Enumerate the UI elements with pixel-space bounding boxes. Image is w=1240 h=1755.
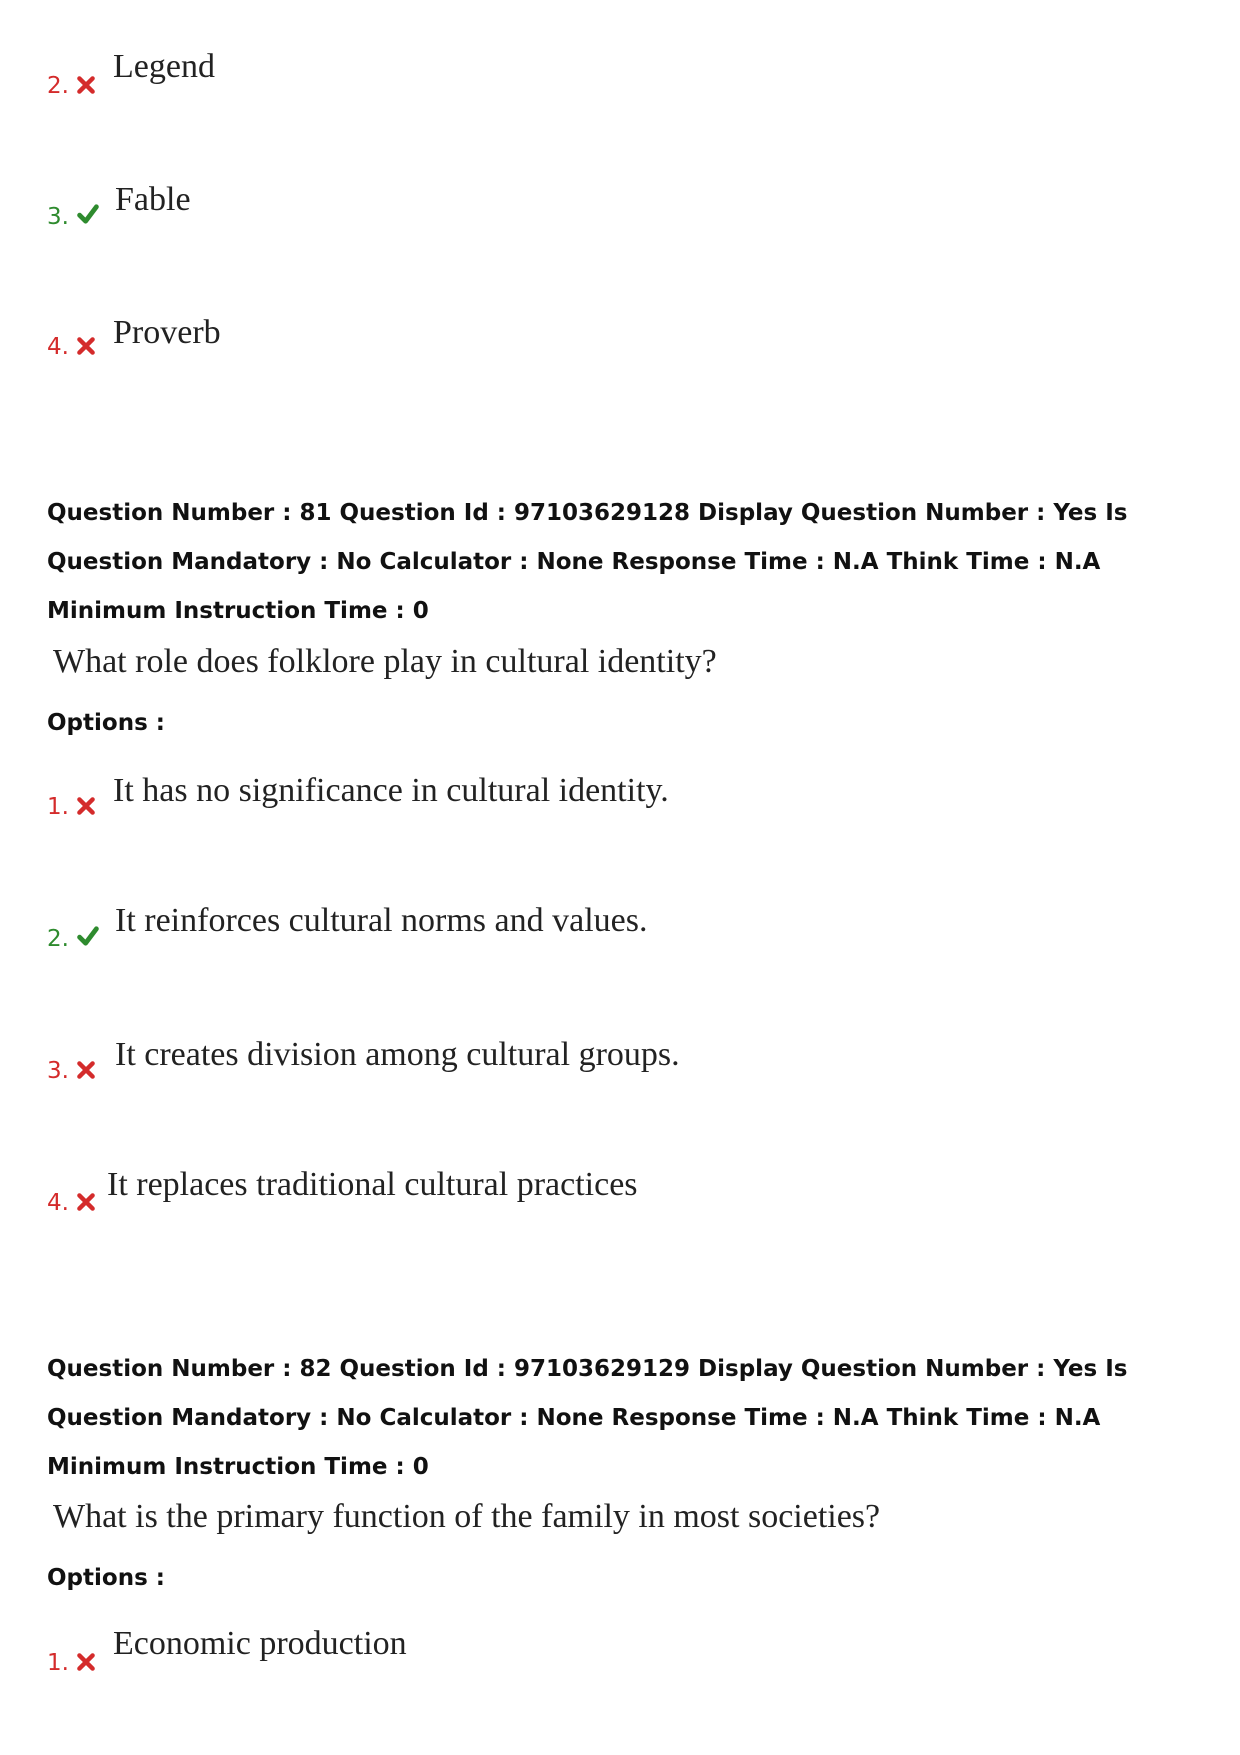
option-text: Legend <box>113 48 215 85</box>
cross-icon <box>75 1651 97 1673</box>
option-number: 1. <box>47 794 69 820</box>
options-label: Options : <box>47 1565 165 1591</box>
option-number: 4. <box>47 334 69 360</box>
option-number: 3. <box>47 204 69 230</box>
cross-icon <box>75 1059 97 1081</box>
option-number: 4. <box>47 1190 69 1216</box>
option-text: Proverb <box>113 314 221 351</box>
option-text: It replaces traditional cultural practices <box>107 1166 638 1203</box>
cross-icon <box>75 74 97 96</box>
cross-icon <box>75 795 97 817</box>
option-text: Fable <box>115 181 191 218</box>
option-text: It reinforces cultural norms and values. <box>115 902 648 939</box>
options-label: Options : <box>47 710 165 736</box>
option-text: It creates division among cultural groups. <box>115 1036 680 1073</box>
option-number: 1. <box>47 1650 69 1676</box>
option-text: Economic production <box>113 1625 407 1662</box>
question-text: What is the primary function of the family in most societies? <box>53 1498 881 1535</box>
check-icon <box>75 202 101 226</box>
option-number: 2. <box>47 926 69 952</box>
option-text: It has no significance in cultural identity. <box>113 772 669 809</box>
cross-icon <box>75 1191 97 1213</box>
check-icon <box>75 924 101 948</box>
cross-icon <box>75 335 97 357</box>
option-number: 3. <box>47 1058 69 1084</box>
question-text: What role does folklore play in cultural identity? <box>53 643 717 680</box>
question-meta: Question Number : 82 Question Id : 97103629129 Display Question Number : Yes Is Question Mandatory : No Calculator : None Response Time : N.A Think Time : N.A Minimum Instruction Time : 0 <box>47 1356 1128 1480</box>
question-meta: Question Number : 81 Question Id : 97103629128 Display Question Number : Yes Is Question Mandatory : No Calculator : None Response Time : N.A Think Time : N.A Minimum Instruction Time : 0 <box>47 500 1128 624</box>
option-number: 2. <box>47 73 69 99</box>
